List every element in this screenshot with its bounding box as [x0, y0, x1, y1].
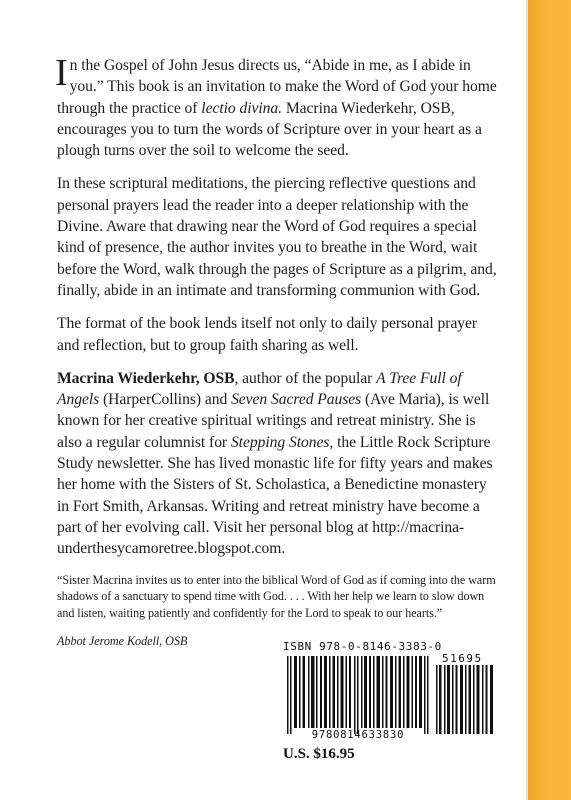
barcode-block: [283, 637, 508, 767]
spine-band: [528, 0, 571, 800]
price-label: U.S. $16.95: [283, 746, 355, 762]
ean-digits: 9780814633830: [311, 729, 405, 741]
description-paragraph-3: The format of the book lends itself not only to daily personal prayer and reflection, but to group faith sharing as well.: [57, 315, 478, 354]
ean-barcode: [285, 656, 433, 734]
author-name: Macrina Wiederkehr, OSB: [57, 369, 235, 387]
endorsement-quote: “Sister Macrina invites us to enter into the biblical Word of God as if coming into the warm shadows of a sanctuary to spend time with God. . . . With her help we learn to slow down and listen, waiting patiently and confidently for the Lord to speak to our hearts.”: [57, 572, 496, 620]
addon-barcode: [435, 665, 497, 734]
endorsement-attribution: Abbot Jerome Kodell, OSB: [57, 634, 188, 649]
description-paragraph-1: In the Gospel of John Jesus directs us, “Abide in me, as I abide in you.” This book is an invitation to make the Word of God your home through the practice of lectio divina. Macrina Wiederkehr, OSB, encourages you to turn the words of Scripture over in your heart as a plough turns over the soil to welcome the seed.: [55, 52, 497, 160]
addon-digits: 51695: [442, 652, 483, 665]
back-cover-text: [55, 52, 502, 653]
drop-cap: I: [55, 52, 68, 94]
spine-edge: [526, 0, 528, 800]
description-paragraph-2: In these scriptural meditations, the piercing reflective questions and personal prayers lead the reader into a deeper relationship with the Divine. Aware that drawing near the Word of God requires a special kind of presence, the author invites you to breathe in the Word, wait before the Word, walk through the pages of Scripture as a pilgrim, and, finally, abide in an intimate and transforming communion with God.: [57, 175, 497, 299]
author-bio: Macrina Wiederkehr, OSB, author of the popular A Tree Full of Angels (HarperCollins) and Seven Sacred Pauses (Ave Maria), is well known for her creative spiritual writings and retreat ministry. She is also a regular columnist for Stepping Stones, the Little Rock Scripture Study newsletter. She has lived monastic life for fifty years and makes her home with the Sisters of St. Scholastica, a Benedictine monastery in Fort Smith, Arkansas. Writing and retreat ministry have become a part of her evolving call. Visit her personal blog at http://macrina-underthesycamoretree.blogspot.com.: [57, 369, 493, 558]
isbn-label: ISBN 978-0-8146-3383-0: [283, 640, 442, 653]
